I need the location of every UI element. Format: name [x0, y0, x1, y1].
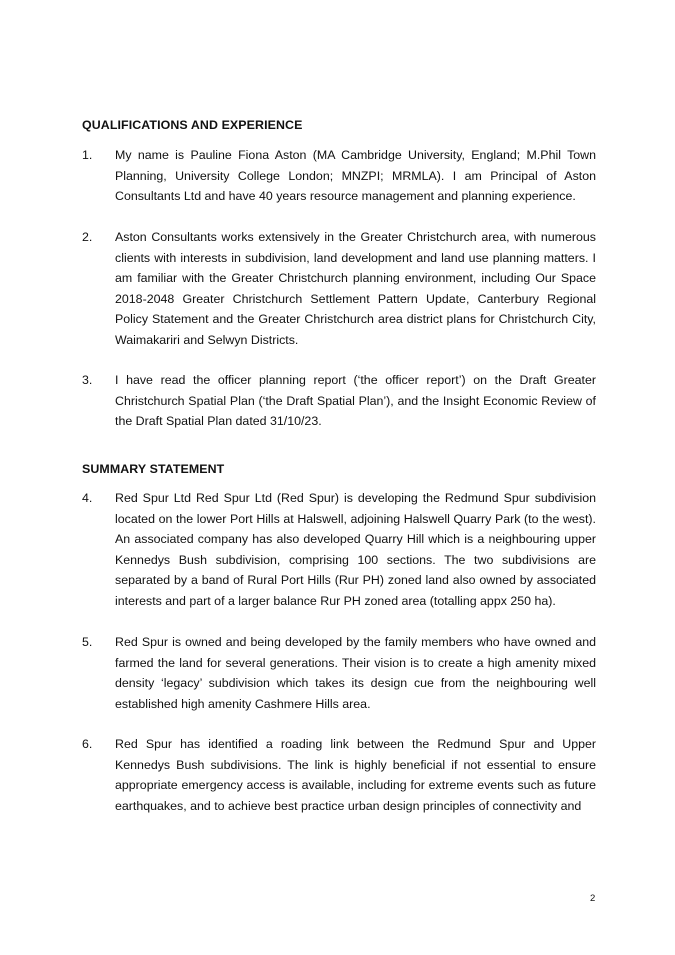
page-number: 2 [590, 893, 596, 904]
numbered-paragraph [82, 227, 596, 350]
numbered-paragraph [82, 488, 596, 611]
paragraph-text: My name is Pauline Fiona Aston (MA Cambridge University, England; M.Phil Town Planning, University College London; MNZPI; MRMLA). I am Principal of Aston Consultants Ltd and have 40 years resource management and planning experience. [115, 148, 596, 203]
numbered-paragraph [82, 632, 596, 714]
paragraph-number: 1. [82, 148, 93, 162]
paragraph-text: Red Spur has identified a roading link between the Redmund Spur and Upper Kennedys Bush subdivisions. The link is highly beneficial if not essential to ensure appropriate emergency access is available, including for extreme events such as future earthquakes, and to achieve best practice urban design principles of connectivity and [115, 737, 596, 813]
section-heading-summary: SUMMARY STATEMENT [82, 462, 225, 476]
paragraph-number: 2. [82, 230, 93, 244]
numbered-paragraph [82, 734, 596, 816]
paragraph-text: Red Spur Ltd Red Spur Ltd (Red Spur) is developing the Redmund Spur subdivision located on the lower Port Hills at Halswell, adjoining Halswell Quarry Park (to the west). An associated company has also developed Quarry Hill which is a neighbouring upper Kennedys Bush subdivision, comprising 100 sections. The two subdivisions are separated by a band of Rural Port Hills (Rur PH) zoned land also owned by associated interests and part of a larger balance Rur PH zoned area (totalling appx 250 ha). [115, 491, 596, 608]
numbered-paragraph [82, 145, 596, 207]
paragraph-text: Red Spur is owned and being developed by the family members who have owned and farmed the land for several generations. Their vision is to create a high amenity mixed density ‘legacy’ subdivision which takes its design cue from the neighbouring well established high amenity Cashmere Hills area. [115, 635, 596, 711]
paragraph-number: 3. [82, 373, 93, 387]
paragraph-number: 4. [82, 491, 93, 505]
paragraph-number: 6. [82, 737, 93, 751]
numbered-paragraph [82, 370, 596, 432]
paragraph-number: 5. [82, 635, 93, 649]
section-heading-qualifications: QUALIFICATIONS AND EXPERIENCE [82, 118, 303, 132]
paragraph-text: Aston Consultants works extensively in the Greater Christchurch area, with numerous clients with interests in subdivision, land development and land use planning matters. I am familiar with the Greater Christchurch planning environment, including Our Space 2018-2048 Greater Christchurch Settlement Pattern Update, Canterbury Regional Policy Statement and the Greater Christchurch area district plans for Christchurch City, Waimakariri and Selwyn Districts. [115, 230, 596, 347]
paragraph-text: I have read the officer planning report (‘the officer report’) on the Draft Greater Christchurch Spatial Plan (‘the Draft Spatial Plan’), and the Insight Economic Review of the Draft Spatial Plan dated 31/10/23. [115, 373, 596, 428]
